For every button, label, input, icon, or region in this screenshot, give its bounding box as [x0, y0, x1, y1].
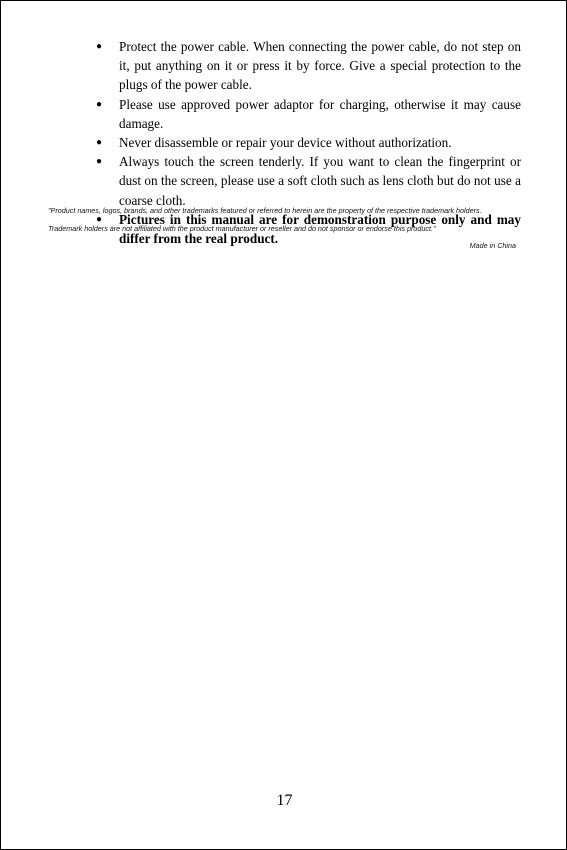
bullet-icon: ● [96, 213, 103, 225]
bullet-icon: ● [96, 137, 103, 149]
page-number: 17 [276, 792, 293, 809]
bullet-icon: ● [96, 156, 103, 168]
bullet-icon: ● [96, 41, 103, 52]
trademark-notice-line-2: Trademark holders are not affiliated with the product manufacturer or reseller and do not sponsor or endorse this product." [48, 224, 436, 233]
bullet-icon: ● [96, 98, 103, 110]
list-item [89, 152, 521, 210]
list-item-text: Never disassemble or repair your device without authorization. [119, 135, 452, 151]
list-item-text: Pictures in this manual are for demonstration purpose only and may differ from the real product. [119, 211, 521, 247]
list-item [89, 95, 521, 133]
list-item-text: Please use approved power adaptor for charging, otherwise it may cause damage. [119, 96, 521, 131]
list-item [89, 133, 521, 152]
country-of-origin: Made in China [469, 241, 516, 250]
list-item-text: Always touch the screen tenderly. If you want to clean the fingerprint or dust on the screen, please use a soft cloth such as lens cloth but do not use a coarse cloth. [119, 154, 521, 208]
list-item-text: Protect the power cable. When connecting the power cable, do not step on it, put anything on it or press it by force. Give a special protection to the plugs of the power cable. [119, 39, 521, 93]
trademark-notice-line-1: "Product names, logos, brands, and other trademarks featured or referred to herein are the property of the respective trademark holders. [48, 206, 482, 215]
safety-list [89, 37, 521, 248]
list-item [89, 37, 521, 95]
